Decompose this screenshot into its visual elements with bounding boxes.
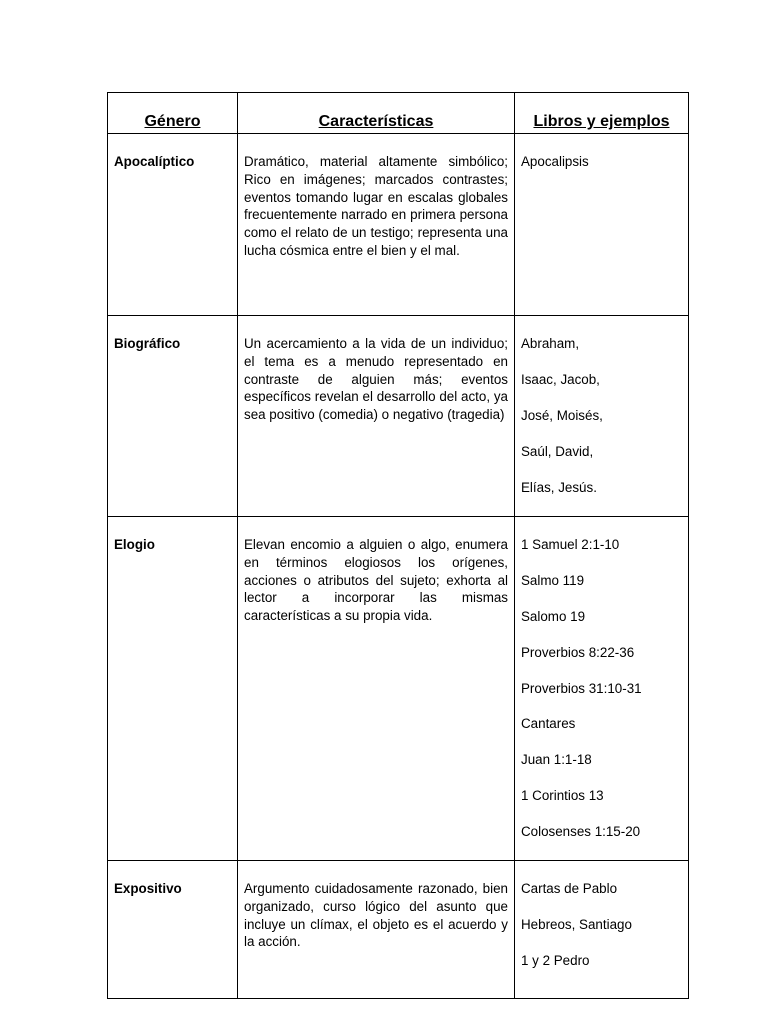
genre-cell: Expositivo (108, 861, 238, 999)
genre-cell: Elogio (108, 517, 238, 861)
book-item: Elías, Jesús. (521, 479, 597, 495)
book-item: Juan 1:1-18 (521, 752, 592, 768)
book-item: Colosenses 1:15-20 (521, 824, 641, 840)
description-cell: Un acercamiento a la vida de un individuo; el tema es a menudo representado en contraste de alguien más; eventos específicos revelan el desarrollo del acto, ya sea positivo (comedia) o negativo (tragedia) (238, 316, 515, 517)
table-row (108, 316, 689, 517)
books-cell (515, 316, 689, 517)
book-item: 1 Samuel 2:1-10 (521, 537, 620, 552)
book-item: Apocalipsis (521, 154, 589, 169)
book-item: Abraham, (521, 336, 580, 351)
header-genre: Género (108, 93, 238, 134)
book-item: Salomo 19 (521, 608, 586, 624)
book-item: Proverbios 31:10-31 (521, 680, 642, 696)
book-item: Saúl, David, (521, 443, 594, 459)
book-item: Cantares (521, 716, 576, 732)
table-row (108, 517, 689, 861)
book-item: 1 y 2 Pedro (521, 952, 590, 968)
header-books: Libros y ejemplos (515, 93, 689, 134)
book-item: Proverbios 8:22-36 (521, 644, 635, 660)
description-cell: Elevan encomio a alguien o algo, enumera en términos elogiosos los orígenes, acciones o atributos del sujeto; exhorta al lector a incorporar las mismas características a su propia vida. (238, 517, 515, 861)
book-item: 1 Corintios 13 (521, 788, 604, 804)
table-row (108, 861, 689, 999)
book-item: José, Moisés, (521, 407, 603, 423)
genre-cell: Biográfico (108, 316, 238, 517)
book-item: Cartas de Pablo (521, 881, 618, 896)
header-characteristics: Características (238, 93, 515, 134)
header-row (108, 93, 689, 134)
books-cell (515, 134, 689, 316)
book-item: Salmo 119 (521, 572, 585, 588)
description-cell: Argumento cuidadosamente razonado, bien organizado, curso lógico del asunto que incluye un clímax, el objeto es el acuerdo y la acción. (238, 861, 515, 999)
genre-table (107, 92, 689, 999)
table-row (108, 134, 689, 316)
description-cell: Dramático, material altamente simbólico; Rico en imágenes; marcados contrastes; eventos tomando lugar en escalas globales frecuentemente narrado en primera persona como el relato de un testigo; representa una lucha cósmica entre el bien y el mal. (238, 134, 515, 316)
book-item: Isaac, Jacob, (521, 371, 600, 387)
genre-cell: Apocalíptico (108, 134, 238, 316)
book-item: Hebreos, Santiago (521, 916, 632, 932)
books-cell (515, 517, 689, 861)
books-cell (515, 861, 689, 999)
